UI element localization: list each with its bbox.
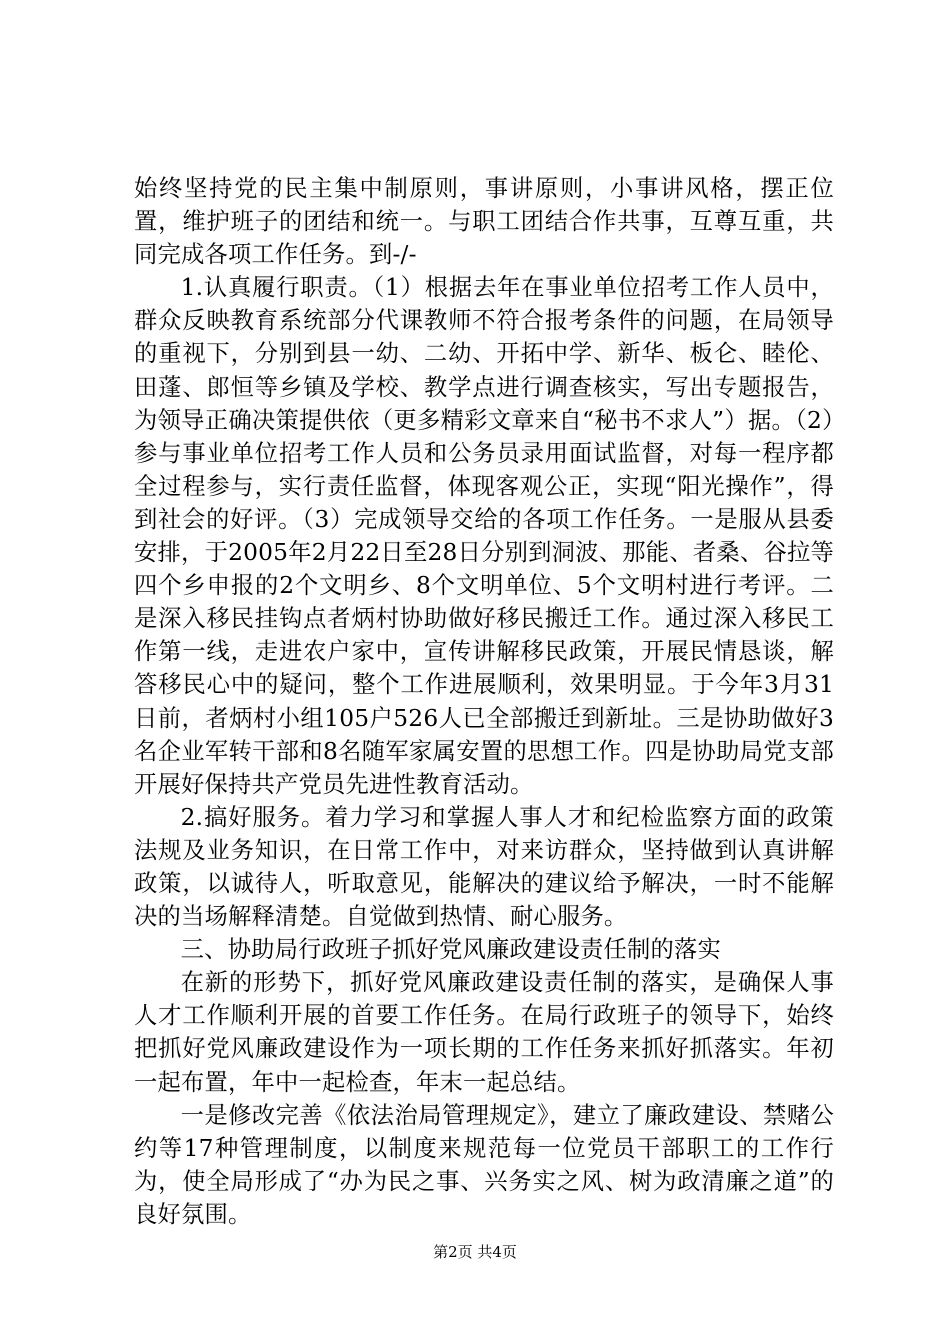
paragraph-new-situation: 在新的形势下，抓好党风廉政建设责任制的落实，是确保人事人才工作顺利开展的首要工作任务。在局行政班子的领导下，始终把抓好党风廉政建设作为一项长期的工作任务来抓好抓落实。年初一起布置，年中一起检查，年末一起总结。 (134, 969, 834, 1096)
paragraph-duty: 1.认真履行职责。（1）根据去年在事业单位招考工作人员中，群众反映教育系统部分代课教师不符合报考条件的问题，在局领导的重视下，分别到县一幼、二幼、开拓中学、新华、板仑、睦伦、田蓬、郎恒等乡镇及学校、教学点进行调查核实，写出专题报告，为领导正确决策提供依（更多精彩文章来自“秘书不求人”）据。（2）参与事业单位招考工作人员和公务员录用面试监督，对每一程序都全过程参与，实行责任监督，体现客观公正，实现“阳光操作”，得到社会的好评。（3）完成领导交给的各项工作任务。一是服从县委安排，于2005年2月22日至28日分别到洞波、那能、者桑、谷拉等四个乡申报的2个文明乡、8个文明单位、5个文明村进行考评。二是深入移民挂钩点者炳村协助做好移民搬迁工作。通过深入移民工作第一线，走进农户家中，宣传讲解移民政策，开展民情恳谈，解答移民心中的疑问，整个工作进展顺利，效果明显。于今年3月31日前，者炳村小组105户526人已全部搬迁到新址。三是协助做好3名企业军转干部和8名随军家属安置的思想工作。四是协助局党支部开展好保持共产党员先进性教育活动。 (134, 274, 834, 798)
paragraph-regulations: 一是修改完善《依法治局管理规定》，建立了廉政建设、禁赌公约等17种管理制度，以制度来规范每一位党员干部职工的工作行为，使全局形成了“办为民之事、兴务实之风、树为政清廉之道”的良好氛围。 (134, 1101, 834, 1228)
section-heading-three: 三、协助局行政班子抓好党风廉政建设责任制的落实 (180, 936, 722, 964)
page-number-footer: 第2页 共4页 (433, 1243, 517, 1261)
paragraph-service: 2.搞好服务。着力学习和掌握人事人才和纪检监察方面的政策法规及业务知识，在日常工作中，对来访群众，坚持做到认真讲解政策，以诚待人，听取意见，能解决的建议给予解决，一时不能解决的当场解释清楚。自觉做到热情、耐心服务。 (134, 803, 834, 931)
document-body (134, 172, 834, 1231)
paragraph-continuation: 始终坚持党的民主集中制原则，事讲原则，小事讲风格，摆正位置，维护班子的团结和统一。与职工团结合作共事，互尊互重，共同完成各项工作任务。到-/- (134, 175, 834, 269)
